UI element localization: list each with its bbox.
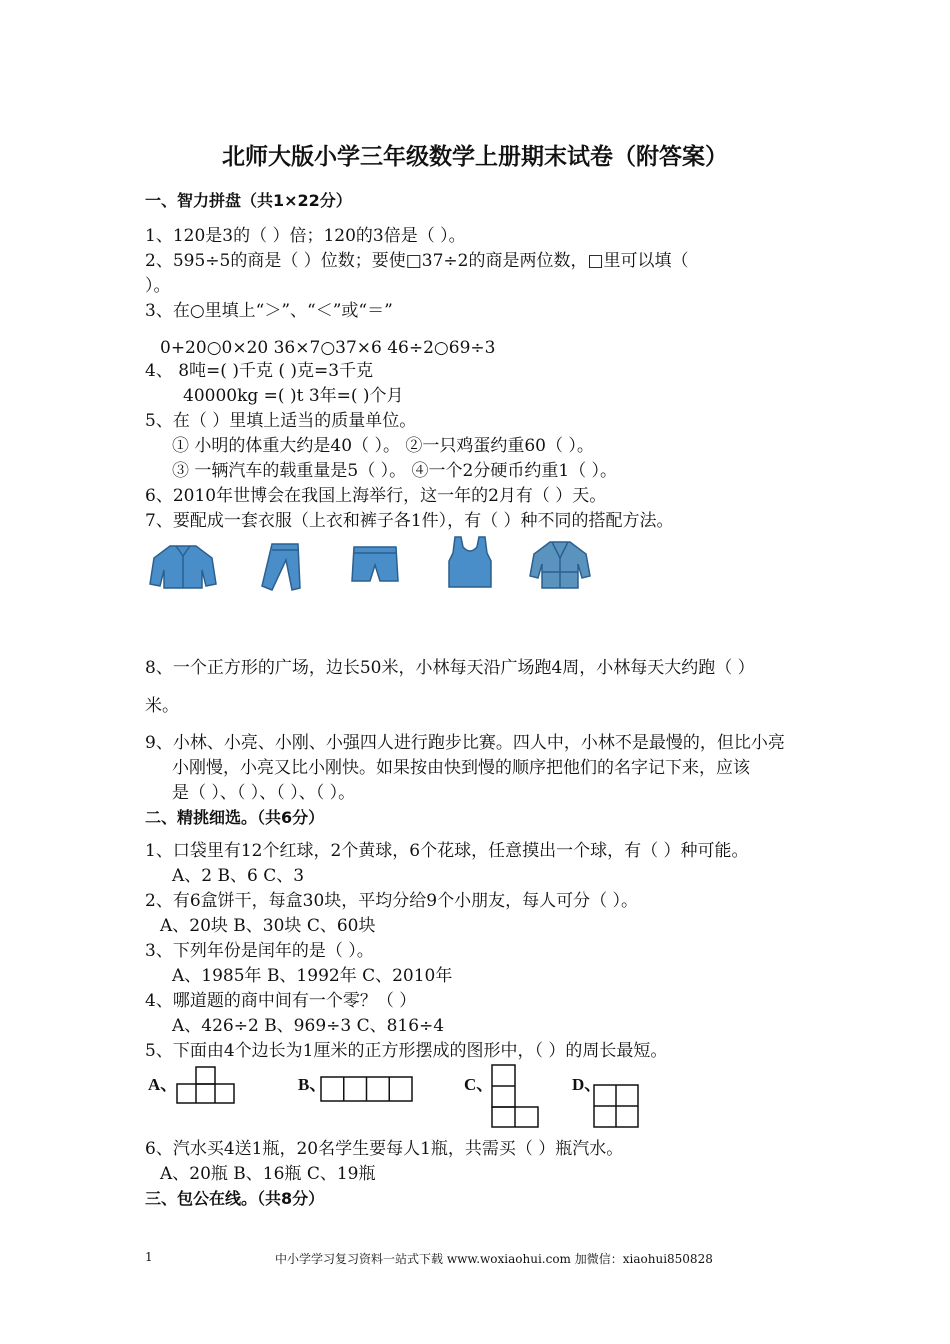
s1-q7: 7、要配成一套衣服（上衣和裤子各1件），有（ ）种不同的搭配方法。 [145,511,674,531]
s1-q3-items: 0+20○0×20 36×7○37×6 46÷2○69÷3 [160,338,496,358]
s2-q6: 6、汽水买4送1瓶，20名学生要每人1瓶，共需买（ ）瓶汽水。 [145,1139,624,1159]
s1-q9a: 9、小林、小亮、小刚、小强四人进行跑步比赛。四人中，小林不是最慢的，但比小亮 [145,733,785,753]
figure-c-shape [491,1064,541,1130]
s2-q3-options: A、1985年 B、1992年 C、2010年 [172,966,453,986]
s2-q3: 3、下列年份是闰年的是（ ）。 [145,941,374,961]
s2-q2: 2、有6盒饼干，每盒30块，平均分给9个小朋友，每人可分（ ）。 [145,891,638,911]
figure-d-shape [593,1084,641,1130]
section2-heading: 二、精挑细选。（共6分） [145,808,325,827]
vest-icon [445,535,495,589]
jacket-icon [148,540,218,592]
figure-b-label: B、 [298,1075,327,1094]
s1-q3: 3、在○里填上“＞”、“＜”或“＝” [145,301,393,321]
s1-q2a: 2、595÷5的商是（ ）位数；要使□37÷2的商是两位数，□里可以填（ [145,251,689,271]
s2-q6-options: A、20瓶 B、16瓶 C、19瓶 [160,1164,376,1184]
s1-q5a: ① 小明的体重大约是40（ ）。 ②一只鸡蛋约重60（ ）。 [172,436,594,456]
s1-q1: 1、120是3的（ ）倍；120的3倍是（ ）。 [145,226,466,246]
figure-c-label: C、 [464,1075,494,1094]
s1-q2b: ）。 [145,276,171,296]
s1-q8a: 8、一个正方形的广场，边长50米，小林每天沿广场跑4周，小林每天大约跑（ ） [145,658,755,678]
coat-icon [528,538,592,592]
section3-heading: 三、包公在线。（共8分） [145,1189,325,1208]
s1-q9c: 是（ ）、（ ）、（ ）、（ ）。 [172,783,356,803]
s2-q2-options: A、20块 B、30块 C、60块 [160,916,376,936]
s1-q4a: 4、 8吨=( )千克 ( )克=3千克 [145,361,374,381]
s1-q6: 6、2010年世博会在我国上海举行，这一年的2月有（ ）天。 [145,486,607,506]
s1-q5b: ③ 一辆汽车的载重量是5（ ）。 ④一个2分硬币约重1（ ）。 [172,461,618,481]
s1-q9b: 小刚慢，小亮又比小刚快。如果按由快到慢的顺序把他们的名字记下来，应该 [172,758,750,778]
s2-q4: 4、哪道题的商中间有一个零？（ ） [145,991,417,1011]
figure-b-shape [320,1076,415,1104]
s2-q1-options: A、2 B、6 C、3 [172,866,305,886]
section1-heading: 一、智力拼盘（共1×22分） [145,191,352,210]
figure-a-label: A、 [148,1075,178,1094]
s2-q1: 1、口袋里有12个红球，2个黄球，6个花球，任意摸出一个球，有（ ）种可能。 [145,841,749,861]
page-number: 1 [145,1250,153,1264]
s1-q4b: 40000kg =( )t 3年=( )个月 [183,386,404,406]
s1-q8b: 米。 [145,696,179,716]
page-title: 北师大版小学三年级数学上册期末试卷（附答案） [222,144,728,170]
s2-q5: 5、下面由4个边长为1厘米的正方形摆成的图形中，（ ）的周长最短。 [145,1041,668,1061]
s2-q4-options: A、426÷2 B、969÷3 C、816÷4 [172,1016,445,1036]
s1-q5: 5、在（ ）里填上适当的质量单位。 [145,411,417,431]
footer-text: 中小学学习复习资料一站式下载 www.woxiaohui.com 加微信：xiaohui850828 [275,1252,713,1266]
shorts-icon [350,543,400,585]
trousers-icon [258,540,306,592]
figure-a-shape [176,1066,238,1106]
figure-d-label: D、 [572,1075,602,1094]
